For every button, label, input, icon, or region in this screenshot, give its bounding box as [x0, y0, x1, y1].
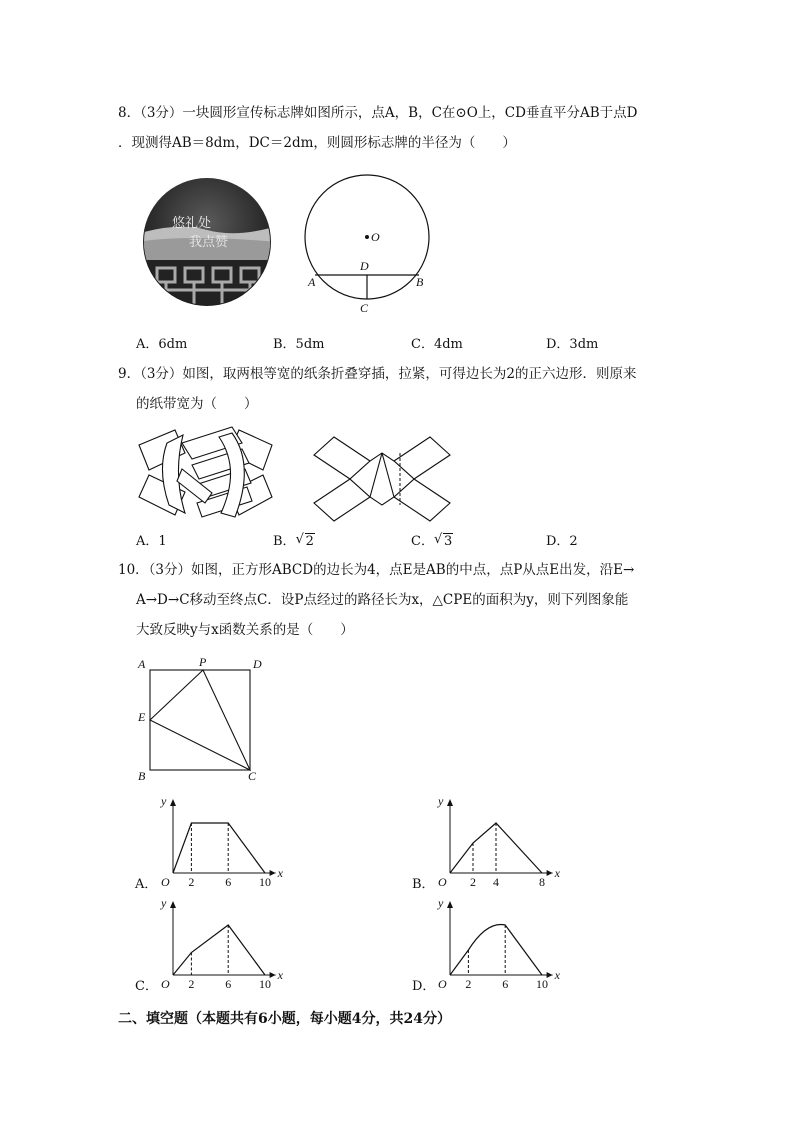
- q10-graph-a: [155, 795, 305, 890]
- q9-line2: 的纸带宽为（ ）: [136, 396, 258, 412]
- origin-label: O: [438, 875, 447, 889]
- label-P: P: [199, 655, 207, 669]
- q10-option-b[interactable]: B．: [412, 877, 435, 892]
- q9-option-a[interactable]: A．1: [136, 534, 167, 549]
- label-E: E: [138, 710, 146, 724]
- q9-option-b-prefix: B．: [273, 534, 296, 549]
- y-axis-arrow: [170, 799, 176, 806]
- tick-label: 8: [539, 875, 545, 889]
- y-axis-label: y: [161, 794, 167, 808]
- q10-option-c[interactable]: C．: [135, 979, 158, 994]
- q9-option-c-prefix: C．: [411, 534, 434, 549]
- tick-label: 2: [188, 875, 195, 889]
- q10-graph-b: [432, 795, 582, 890]
- x-axis-label: x: [277, 968, 283, 982]
- tick-label: 10: [259, 875, 271, 889]
- y-axis-label: y: [438, 896, 444, 910]
- tick-label: 10: [259, 977, 271, 991]
- label-O: O: [371, 230, 380, 244]
- x-axis-label: x: [554, 866, 560, 880]
- q9-option-b[interactable]: [273, 530, 315, 549]
- x-axis-arrow: [547, 870, 553, 876]
- section-2-heading: 二、填空题（本题共有6小题，每小题4分，共24分）: [118, 1011, 451, 1027]
- q9-line1: 9．（3分）如图，取两根等宽的纸条折叠穿插，拉紧，可得边长为2的正六边形．则原来: [118, 366, 637, 382]
- tick-label: 10: [536, 977, 548, 991]
- q8-option-d[interactable]: D．3dm: [546, 337, 599, 352]
- sqrt-symbol: √ 3: [433, 532, 453, 549]
- x-axis-label: x: [554, 968, 560, 982]
- tick-label: 2: [188, 977, 195, 991]
- q10-option-d[interactable]: D．: [412, 979, 436, 994]
- tick-label: 2: [465, 977, 472, 991]
- q9-option-c-radicand: 3: [443, 534, 453, 549]
- tick-label: 6: [225, 977, 232, 991]
- q9-hexagon-figure: [312, 435, 452, 525]
- q8-option-b[interactable]: B．5dm: [273, 337, 325, 352]
- q8-option-c[interactable]: C．4dm: [411, 337, 463, 352]
- label-B: B: [416, 275, 424, 289]
- function-curve: [173, 925, 265, 975]
- tick-label: 6: [225, 875, 232, 889]
- label-D: D: [253, 657, 262, 671]
- center-point: [365, 235, 369, 239]
- photo-text-2: 我点赞: [189, 235, 229, 250]
- q9-option-c[interactable]: [411, 530, 453, 549]
- q10-square-diagram: [135, 655, 275, 790]
- q9-option-b-radicand: 2: [305, 534, 314, 549]
- q8-photo-sign: [137, 172, 277, 312]
- x-axis-label: x: [277, 866, 283, 880]
- q10-option-a[interactable]: A．: [135, 877, 158, 892]
- origin-label: O: [438, 977, 447, 991]
- q8-circle-diagram: [300, 170, 450, 320]
- q10-line2: A→D→C移动至终点C．设P点经过的路径长为x，△CPE的面积为y，则下列图象能: [136, 592, 629, 608]
- q10-line3: 大致反映y与x函数关系的是（ ）: [136, 622, 354, 638]
- function-curve: [450, 925, 542, 975]
- q9-option-d[interactable]: D．2: [546, 534, 578, 549]
- q10-line1: 10．（3分）如图，正方形ABCD的边长为4，点E是AB的中点，点P从点E出发，沿E→: [118, 562, 635, 578]
- q8-line2: ．现测得AB＝8dm，DC＝2dm，则圆形标志牌的半径为（ ）: [118, 135, 516, 151]
- q9-woven-strips: [137, 425, 277, 525]
- q10-graph-d: [432, 897, 582, 992]
- y-axis-label: y: [161, 896, 167, 910]
- tick-label: 2: [470, 875, 476, 889]
- sqrt-symbol: √ 2: [295, 532, 314, 549]
- tick-label: 6: [502, 977, 509, 991]
- origin-label: O: [161, 977, 170, 991]
- label-C: C: [360, 301, 369, 315]
- label-D: D: [360, 259, 369, 273]
- q10-graph-c: [155, 897, 305, 992]
- label-B: B: [138, 769, 146, 783]
- y-axis-arrow: [170, 901, 176, 908]
- q8-option-a[interactable]: A．6dm: [136, 337, 188, 352]
- y-axis-arrow: [447, 901, 453, 908]
- label-A: A: [138, 657, 146, 671]
- q8-line1: 8．（3分）一块圆形宣传标志牌如图所示，点A，B，C在⊙O上，CD垂直平分AB于点D: [118, 105, 638, 121]
- photo-text-1: 悠礼处: [172, 216, 212, 231]
- y-axis-arrow: [447, 799, 453, 806]
- label-A: A: [308, 275, 316, 289]
- y-axis-label: y: [438, 794, 444, 808]
- function-curve: [173, 823, 265, 873]
- origin-label: O: [161, 875, 170, 889]
- tick-label: 4: [493, 875, 499, 889]
- label-C: C: [248, 769, 257, 783]
